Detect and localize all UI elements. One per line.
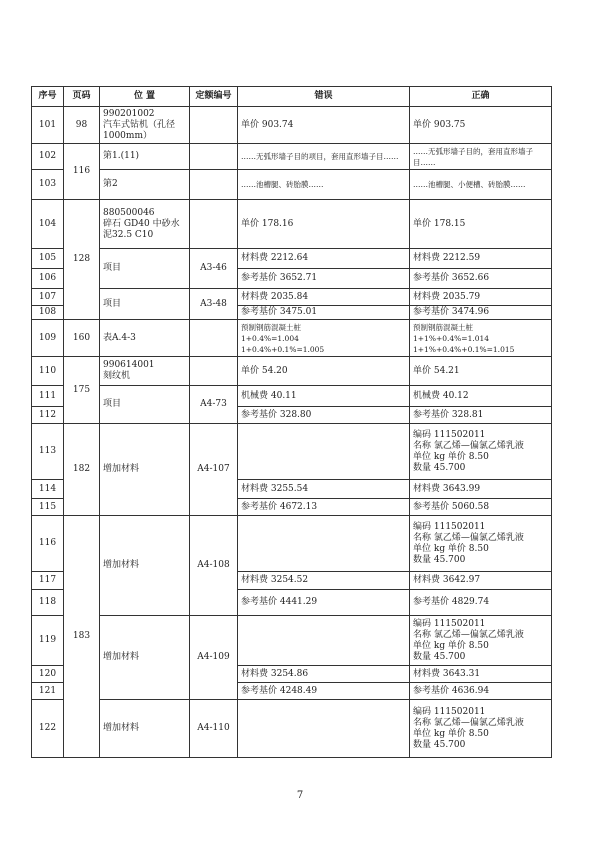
page-cell: 175: [64, 357, 100, 424]
location-cell: 880500046 碎石 GD40 中砂水泥32.5 C10: [100, 200, 190, 249]
wrong-cell: 单价 178.16: [238, 200, 410, 249]
wrong-cell: 参考基价 4672.13: [238, 499, 410, 516]
seq-cell: 107: [32, 289, 64, 306]
wrong-cell: ……池槽腿、砖胎膜……: [238, 170, 410, 200]
wrong-cell: 材料费 2212.64: [238, 249, 410, 269]
correct-cell: 编码 111502011 名称 氯乙烯—偏氯乙烯乳液 单位 kg 单价 8.50 数量 45.700: [410, 616, 552, 666]
wrong-cell: 参考基价 4441.29: [238, 590, 410, 616]
errata-table: [31, 86, 552, 758]
quota-cell: A4-110: [190, 700, 238, 758]
wrong-cell: 参考基价 3652.71: [238, 269, 410, 289]
wrong-cell: [238, 424, 410, 480]
correct-cell: 参考基价 3474.96: [410, 306, 552, 320]
seq-cell: 122: [32, 700, 64, 758]
seq-cell: 106: [32, 269, 64, 289]
table-row: [32, 200, 552, 249]
seq-cell: 119: [32, 616, 64, 666]
table-header-row: [32, 87, 552, 107]
table-row: [32, 289, 552, 306]
quota-cell: [190, 144, 238, 170]
location-cell: 表A.4-3: [100, 320, 190, 357]
location-cell: 990201002 汽车式钻机（孔径1000mm）: [100, 107, 190, 144]
wrong-cell: [238, 616, 410, 666]
seq-cell: 118: [32, 590, 64, 616]
correct-cell: 编码 111502011 名称 氯乙烯—偏氯乙烯乳液 单位 kg 单价 8.50 数量 45.700: [410, 700, 552, 758]
table-row: [32, 249, 552, 269]
location-cell: 项目: [100, 249, 190, 289]
wrong-cell: 材料费 3254.52: [238, 572, 410, 590]
table-row: [32, 700, 552, 758]
correct-cell: 参考基价 4636.94: [410, 683, 552, 700]
page-cell: 160: [64, 320, 100, 357]
wrong-cell: 参考基价 3475.01: [238, 306, 410, 320]
page-cell: 116: [64, 144, 100, 200]
seq-cell: 112: [32, 407, 64, 424]
table-row: [32, 386, 552, 407]
correct-cell: 参考基价 3652.66: [410, 269, 552, 289]
seq-cell: 105: [32, 249, 64, 269]
wrong-cell: ……无弧形墙子目的项目，套用直形墙子目……: [238, 144, 410, 170]
wrong-cell: 单价 54.20: [238, 357, 410, 386]
wrong-cell: 单价 903.74: [238, 107, 410, 144]
location-cell: 增加材料: [100, 516, 190, 616]
location-cell: 项目: [100, 386, 190, 424]
location-cell: 增加材料: [100, 700, 190, 758]
wrong-cell: [238, 700, 410, 758]
header-seq: 序号: [32, 87, 64, 107]
page-cell: 183: [64, 516, 100, 758]
header-correct: 正确: [410, 87, 552, 107]
wrong-cell: 预制钢筋混凝土桩 1+0.4%=1.004 1+0.4%+0.1%=1.005: [238, 320, 410, 357]
table-row: [32, 516, 552, 572]
correct-cell: 参考基价 328.81: [410, 407, 552, 424]
seq-cell: 103: [32, 170, 64, 200]
correct-cell: 材料费 2035.79: [410, 289, 552, 306]
wrong-cell: 材料费 3255.54: [238, 480, 410, 499]
table-row: [32, 107, 552, 144]
page-number: 7: [296, 790, 304, 801]
quota-cell: A4-108: [190, 516, 238, 616]
seq-cell: 108: [32, 306, 64, 320]
seq-cell: 109: [32, 320, 64, 357]
page-cell: 128: [64, 200, 100, 320]
seq-cell: 102: [32, 144, 64, 170]
correct-cell: 材料费 3643.31: [410, 666, 552, 683]
correct-cell: ……无弧形墙子目的，套用直形墙子目……: [410, 144, 552, 170]
correct-cell: 参考基价 4829.74: [410, 590, 552, 616]
table-row: [32, 320, 552, 357]
quota-cell: A4-109: [190, 616, 238, 700]
wrong-cell: 机械费 40.11: [238, 386, 410, 407]
table-row: [32, 170, 552, 200]
seq-cell: 101: [32, 107, 64, 144]
wrong-cell: 参考基价 4248.49: [238, 683, 410, 700]
quota-cell: [190, 357, 238, 386]
header-wrong: 错误: [238, 87, 410, 107]
wrong-cell: 材料费 2035.84: [238, 289, 410, 306]
header-quota: 定额编号: [190, 87, 238, 107]
location-cell: 第1.(11): [100, 144, 190, 170]
quota-cell: [190, 170, 238, 200]
page-cell: 182: [64, 424, 100, 516]
table-row: [32, 424, 552, 480]
location-cell: 增加材料: [100, 616, 190, 700]
seq-cell: 115: [32, 499, 64, 516]
correct-cell: 机械费 40.12: [410, 386, 552, 407]
quota-cell: A4-107: [190, 424, 238, 516]
correct-cell: 参考基价 5060.58: [410, 499, 552, 516]
quota-cell: A4-73: [190, 386, 238, 424]
correct-cell: 编码 111502011 名称 氯乙烯—偏氯乙烯乳液 单位 kg 单价 8.50 数量 45.700: [410, 516, 552, 572]
seq-cell: 114: [32, 480, 64, 499]
seq-cell: 117: [32, 572, 64, 590]
header-page: 页码: [64, 87, 100, 107]
location-cell: 增加材料: [100, 424, 190, 516]
seq-cell: 116: [32, 516, 64, 572]
page-cell: 98: [64, 107, 100, 144]
location-cell: 第2: [100, 170, 190, 200]
table-row: [32, 357, 552, 386]
quota-cell: [190, 107, 238, 144]
quota-cell: [190, 200, 238, 249]
correct-cell: ……池槽腿、小便槽、砖胎膜……: [410, 170, 552, 200]
correct-cell: 单价 178.15: [410, 200, 552, 249]
quota-cell: [190, 320, 238, 357]
table-row: [32, 616, 552, 666]
correct-cell: 预制钢筋混凝土桩 1+1%+0.4%=1.014 1+1%+0.4%+0.1%=1.015: [410, 320, 552, 357]
location-cell: 项目: [100, 289, 190, 320]
wrong-cell: 参考基价 328.80: [238, 407, 410, 424]
correct-cell: 材料费 3642.97: [410, 572, 552, 590]
seq-cell: 111: [32, 386, 64, 407]
correct-cell: 材料费 2212.59: [410, 249, 552, 269]
seq-cell: 113: [32, 424, 64, 480]
correct-cell: 编码 111502011 名称 氯乙烯—偏氯乙烯乳液 单位 kg 单价 8.50 数量 45.700: [410, 424, 552, 480]
seq-cell: 121: [32, 683, 64, 700]
wrong-cell: [238, 516, 410, 572]
table-row: [32, 144, 552, 170]
correct-cell: 单价 903.75: [410, 107, 552, 144]
wrong-cell: 材料费 3254.86: [238, 666, 410, 683]
quota-cell: A3-48: [190, 289, 238, 320]
header-location: 位 置: [100, 87, 190, 107]
location-cell: 990614001 刻纹机: [100, 357, 190, 386]
quota-cell: A3-46: [190, 249, 238, 289]
seq-cell: 104: [32, 200, 64, 249]
seq-cell: 110: [32, 357, 64, 386]
correct-cell: 单价 54.21: [410, 357, 552, 386]
seq-cell: 120: [32, 666, 64, 683]
correct-cell: 材料费 3643.99: [410, 480, 552, 499]
